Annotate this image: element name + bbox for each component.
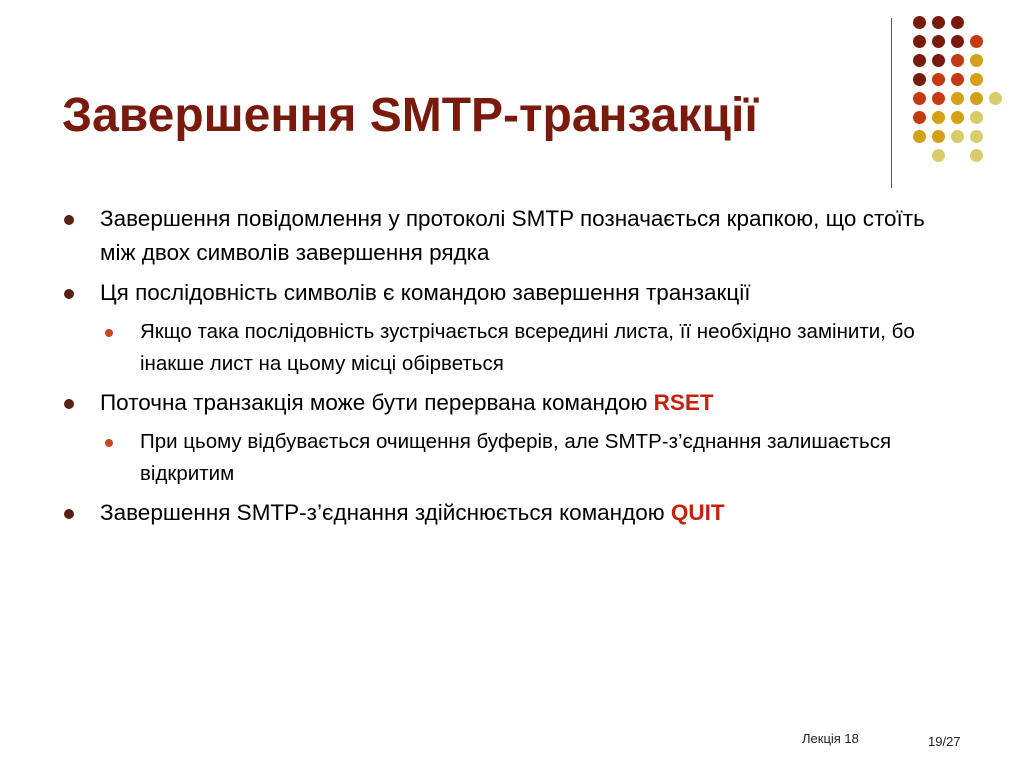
- dot: [970, 54, 983, 67]
- command-keyword: QUIT: [670, 500, 725, 525]
- dot: [951, 92, 964, 105]
- dot: [932, 54, 945, 67]
- bullet-list: [60, 202, 960, 536]
- sub-bullet-item: [60, 426, 960, 490]
- dot: [970, 130, 983, 143]
- bullet-dot-icon: [64, 509, 74, 519]
- dot: [932, 92, 945, 105]
- dot: [951, 130, 964, 143]
- sub-bullet-dot-icon: [105, 439, 113, 447]
- dot: [989, 92, 1002, 105]
- bullet-text: Ця послідовність символів є командою завершення транзакції: [100, 280, 751, 305]
- dot: [951, 35, 964, 48]
- dot: [913, 130, 926, 143]
- footer-lecture: Лекція 18: [802, 731, 859, 746]
- sub-bullet-text: При цьому відбувається очищення буферів, але SMTP-з’єднання залишається відкритим: [140, 430, 892, 485]
- bullet-dot-icon: [64, 289, 74, 299]
- bullet-text: Поточна транзакція може бути перервана командою: [100, 390, 654, 415]
- dot: [951, 54, 964, 67]
- sub-bullet-text: Якщо така послідовність зустрічається всередині листа, її необхідно замінити, бо інакше лист на цьому місці обірветься: [140, 320, 915, 375]
- dot: [932, 149, 945, 162]
- dot: [951, 111, 964, 124]
- bullet-dot-icon: [64, 215, 74, 225]
- dot: [932, 16, 945, 29]
- dot: [932, 35, 945, 48]
- dot: [970, 73, 983, 86]
- dot: [913, 73, 926, 86]
- dot: [970, 149, 983, 162]
- bullet-item: [60, 276, 960, 310]
- dot: [932, 111, 945, 124]
- dot: [932, 73, 945, 86]
- dot: [913, 92, 926, 105]
- dot: [932, 130, 945, 143]
- dot: [913, 35, 926, 48]
- bullet-item: [60, 202, 960, 270]
- page-number: 19/27: [928, 734, 961, 749]
- bullet-text: Завершення SMTP-з’єднання здійснюється командою: [100, 500, 671, 525]
- dot: [970, 111, 983, 124]
- divider-line: [891, 18, 892, 188]
- dot: [913, 54, 926, 67]
- decorative-dot-grid: [908, 13, 1008, 173]
- bullet-item: [60, 496, 960, 530]
- slide-title: Завершення SMTP-транзакції: [62, 89, 758, 142]
- dot: [970, 92, 983, 105]
- dot: [951, 73, 964, 86]
- sub-bullet-item: [60, 316, 960, 380]
- bullet-dot-icon: [64, 399, 74, 409]
- dot: [951, 16, 964, 29]
- bullet-item: [60, 386, 960, 420]
- dot: [913, 16, 926, 29]
- sub-bullet-dot-icon: [105, 329, 113, 337]
- bullet-text: Завершення повідомлення у протоколі SMTP позначається крапкою, що стоїть між двох символів завершення рядка: [100, 206, 925, 265]
- dot: [970, 35, 983, 48]
- dot: [913, 111, 926, 124]
- command-keyword: RSET: [653, 390, 714, 415]
